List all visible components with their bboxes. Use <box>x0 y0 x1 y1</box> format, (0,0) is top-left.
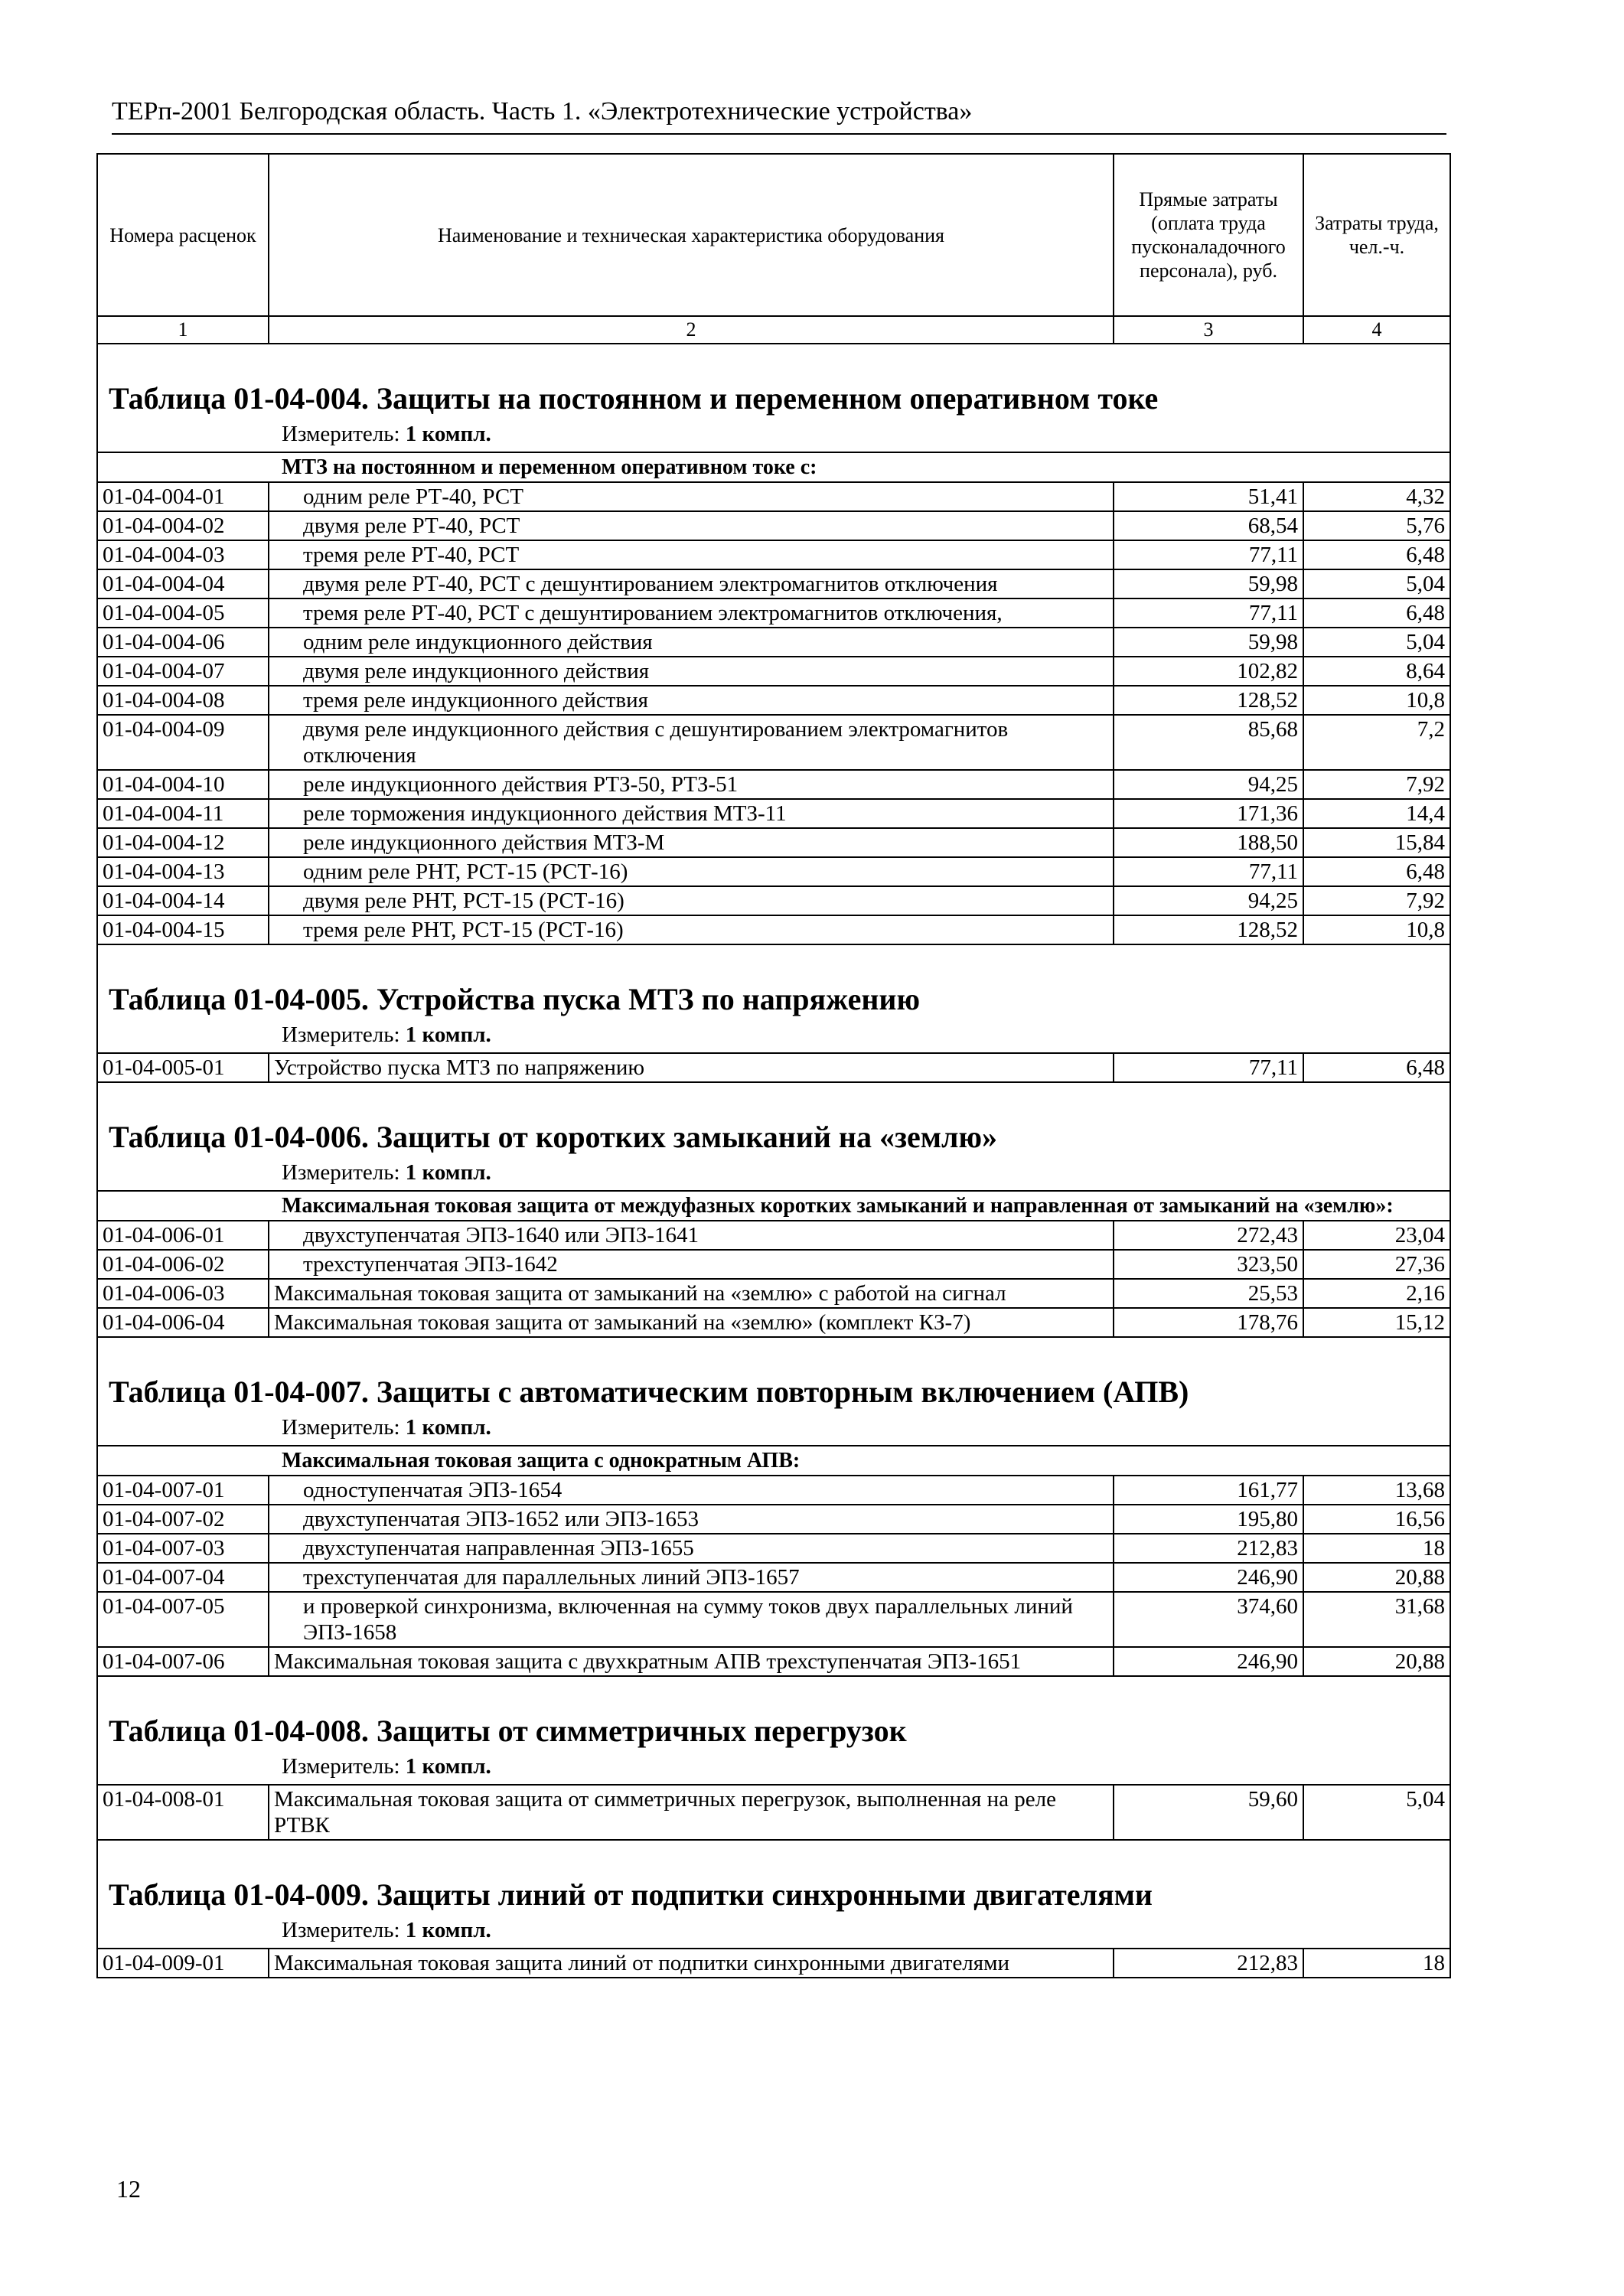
rate-code: 01-04-007-02 <box>97 1505 269 1534</box>
item-name: тремя реле РТ-40, РСТ <box>269 540 1114 569</box>
price-table <box>96 153 1451 1978</box>
direct-cost: 85,68 <box>1114 715 1303 770</box>
table-row <box>97 657 1450 686</box>
table-header-row <box>97 154 1450 316</box>
labor-cost: 5,04 <box>1303 1785 1450 1840</box>
col-header-cost: Прямые затраты (оплата труда пусконаладочного персонала), руб. <box>1114 154 1303 316</box>
meter-cell <box>97 1413 1450 1446</box>
direct-cost: 323,50 <box>1114 1250 1303 1279</box>
item-name: реле индукционного действия МТЗ-М <box>269 828 1114 857</box>
direct-cost: 77,11 <box>1114 598 1303 628</box>
section-title-row <box>97 1082 1450 1158</box>
item-name: двухступенчатая направленная ЭПЗ-1655 <box>269 1534 1114 1563</box>
direct-cost: 94,25 <box>1114 886 1303 915</box>
meter-label: Измеритель: <box>282 1918 400 1942</box>
table-row <box>97 1592 1450 1647</box>
section-title-row <box>97 944 1450 1020</box>
table-row <box>97 828 1450 857</box>
meter-row <box>97 1020 1450 1053</box>
subheading: Максимальная токовая защита с однократным АПВ: <box>97 1446 1450 1476</box>
col-number: 3 <box>1114 316 1303 344</box>
labor-cost: 15,12 <box>1303 1308 1450 1337</box>
table-row <box>97 770 1450 799</box>
meter-label: Измеритель: <box>282 1415 400 1440</box>
rate-code: 01-04-004-13 <box>97 857 269 886</box>
subheading: Максимальная токовая защита от междуфазных коротких замыканий и направленная от замыканий на «землю»: <box>97 1191 1450 1221</box>
direct-cost: 246,90 <box>1114 1647 1303 1676</box>
labor-cost: 5,76 <box>1303 511 1450 540</box>
table-row <box>97 1534 1450 1563</box>
section-title: Таблица 01-04-009. Защиты линий от подпитки синхронными двигателями <box>97 1840 1450 1916</box>
table-row <box>97 540 1450 569</box>
rate-code: 01-04-004-12 <box>97 828 269 857</box>
section-title-row <box>97 1676 1450 1752</box>
item-name: Максимальная токовая защита линий от подпитки синхронными двигателями <box>269 1949 1114 1978</box>
rate-code: 01-04-004-08 <box>97 686 269 715</box>
direct-cost: 246,90 <box>1114 1563 1303 1592</box>
subheading: МТЗ на постоянном и переменном оперативном токе с: <box>97 452 1450 482</box>
rate-code: 01-04-009-01 <box>97 1949 269 1978</box>
rate-code: 01-04-004-07 <box>97 657 269 686</box>
item-name: двумя реле индукционного действия <box>269 657 1114 686</box>
meter-label: Измеритель: <box>282 1754 400 1779</box>
labor-cost: 14,4 <box>1303 799 1450 828</box>
table-row <box>97 1647 1450 1676</box>
col-number: 2 <box>269 316 1114 344</box>
table-row <box>97 1221 1450 1250</box>
direct-cost: 195,80 <box>1114 1505 1303 1534</box>
meter-value: 1 компл. <box>405 1415 491 1440</box>
rate-code: 01-04-004-09 <box>97 715 269 770</box>
labor-cost: 4,32 <box>1303 482 1450 511</box>
rate-code: 01-04-004-05 <box>97 598 269 628</box>
meter-row <box>97 419 1450 452</box>
rate-code: 01-04-007-01 <box>97 1476 269 1505</box>
meter-label: Измеритель: <box>282 1022 400 1047</box>
meter-row <box>97 1916 1450 1949</box>
table-row <box>97 799 1450 828</box>
rate-code: 01-04-008-01 <box>97 1785 269 1840</box>
item-name: двумя реле РТ-40, РСТ <box>269 511 1114 540</box>
item-name: двумя реле индукционного действия с дешунтированием электромагнитов отключения <box>269 715 1114 770</box>
meter-cell <box>97 419 1450 452</box>
meter-row <box>97 1158 1450 1191</box>
item-name: реле индукционного действия РТЗ-50, РТЗ-51 <box>269 770 1114 799</box>
direct-cost: 94,25 <box>1114 770 1303 799</box>
labor-cost: 10,8 <box>1303 915 1450 944</box>
meter-value: 1 компл. <box>405 1022 491 1047</box>
item-name: трехступенчатая для параллельных линий ЭПЗ-1657 <box>269 1563 1114 1592</box>
table-row <box>97 1505 1450 1534</box>
table-row <box>97 686 1450 715</box>
item-name: одним реле РНТ, РСТ-15 (РСТ-16) <box>269 857 1114 886</box>
labor-cost: 7,92 <box>1303 886 1450 915</box>
table-row <box>97 1053 1450 1082</box>
rate-code: 01-04-004-06 <box>97 628 269 657</box>
labor-cost: 5,04 <box>1303 569 1450 598</box>
direct-cost: 171,36 <box>1114 799 1303 828</box>
section-title-row <box>97 344 1450 419</box>
item-name: Максимальная токовая защита от замыканий на «землю» с работой на сигнал <box>269 1279 1114 1308</box>
item-name: одним реле индукционного действия <box>269 628 1114 657</box>
meter-label: Измеритель: <box>282 1160 400 1185</box>
item-name: двумя реле РНТ, РСТ-15 (РСТ-16) <box>269 886 1114 915</box>
direct-cost: 374,60 <box>1114 1592 1303 1647</box>
labor-cost: 16,56 <box>1303 1505 1450 1534</box>
section-title-row <box>97 1840 1450 1916</box>
direct-cost: 59,98 <box>1114 569 1303 598</box>
price-table-container <box>96 153 1450 1978</box>
meter-value: 1 компл. <box>405 1918 491 1942</box>
direct-cost: 128,52 <box>1114 686 1303 715</box>
table-row <box>97 857 1450 886</box>
rate-code: 01-04-004-14 <box>97 886 269 915</box>
meter-cell <box>97 1916 1450 1949</box>
item-name: тремя реле РНТ, РСТ-15 (РСТ-16) <box>269 915 1114 944</box>
rate-code: 01-04-007-03 <box>97 1534 269 1563</box>
item-name: двухступенчатая ЭПЗ-1640 или ЭПЗ-1641 <box>269 1221 1114 1250</box>
table-row <box>97 715 1450 770</box>
labor-cost: 18 <box>1303 1534 1450 1563</box>
subheading-row <box>97 452 1450 482</box>
rate-code: 01-04-006-03 <box>97 1279 269 1308</box>
meter-value: 1 компл. <box>405 1754 491 1779</box>
labor-cost: 6,48 <box>1303 1053 1450 1082</box>
meter-value: 1 компл. <box>405 1160 491 1185</box>
item-name: одним реле РТ-40, РСТ <box>269 482 1114 511</box>
direct-cost: 77,11 <box>1114 540 1303 569</box>
col-number: 4 <box>1303 316 1450 344</box>
direct-cost: 77,11 <box>1114 857 1303 886</box>
labor-cost: 5,04 <box>1303 628 1450 657</box>
item-name: и проверкой синхронизма, включенная на сумму токов двух параллельных линий ЭПЗ-1658 <box>269 1592 1114 1647</box>
section-title: Таблица 01-04-008. Защиты от симметричных перегрузок <box>97 1676 1450 1752</box>
meter-cell <box>97 1158 1450 1191</box>
item-name: двумя реле РТ-40, РСТ с дешунтированием электромагнитов отключения <box>269 569 1114 598</box>
table-row <box>97 1949 1450 1978</box>
rate-code: 01-04-007-05 <box>97 1592 269 1647</box>
item-name: трехступенчатая ЭПЗ-1642 <box>269 1250 1114 1279</box>
document-header: ТЕРп-2001 Белгородская область. Часть 1. «Электротехнические устройства» <box>112 96 1446 135</box>
table-row <box>97 1563 1450 1592</box>
direct-cost: 59,60 <box>1114 1785 1303 1840</box>
rate-code: 01-04-004-10 <box>97 770 269 799</box>
item-name: Максимальная токовая защита с двухкратным АПВ трехступенчатая ЭПЗ-1651 <box>269 1647 1114 1676</box>
labor-cost: 10,8 <box>1303 686 1450 715</box>
rate-code: 01-04-005-01 <box>97 1053 269 1082</box>
labor-cost: 23,04 <box>1303 1221 1450 1250</box>
rate-code: 01-04-004-03 <box>97 540 269 569</box>
direct-cost: 77,11 <box>1114 1053 1303 1082</box>
table-row <box>97 915 1450 944</box>
item-name: реле торможения индукционного действия МТЗ-11 <box>269 799 1114 828</box>
direct-cost: 161,77 <box>1114 1476 1303 1505</box>
page-number: 12 <box>116 2175 141 2203</box>
item-name: двухступенчатая ЭПЗ-1652 или ЭПЗ-1653 <box>269 1505 1114 1534</box>
rate-code: 01-04-004-01 <box>97 482 269 511</box>
subheading-row <box>97 1191 1450 1221</box>
direct-cost: 188,50 <box>1114 828 1303 857</box>
rate-code: 01-04-006-04 <box>97 1308 269 1337</box>
labor-cost: 6,48 <box>1303 598 1450 628</box>
col-number: 1 <box>97 316 269 344</box>
section-title: Таблица 01-04-004. Защиты на постоянном и переменном оперативном токе <box>97 344 1450 419</box>
labor-cost: 20,88 <box>1303 1647 1450 1676</box>
rate-code: 01-04-006-02 <box>97 1250 269 1279</box>
labor-cost: 7,92 <box>1303 770 1450 799</box>
item-name: тремя реле РТ-40, РСТ с дешунтированием электромагнитов отключения, <box>269 598 1114 628</box>
table-row <box>97 1250 1450 1279</box>
col-header-codes: Номера расценок <box>97 154 269 316</box>
meter-value: 1 компл. <box>405 422 491 446</box>
labor-cost: 27,36 <box>1303 1250 1450 1279</box>
item-name: Максимальная токовая защита от симметричных перегрузок, выполненная на реле РТВК <box>269 1785 1114 1840</box>
table-row <box>97 628 1450 657</box>
meter-row <box>97 1413 1450 1446</box>
meter-row <box>97 1752 1450 1785</box>
col-header-name: Наименование и техническая характеристика оборудования <box>269 154 1114 316</box>
table-row <box>97 598 1450 628</box>
rate-code: 01-04-004-11 <box>97 799 269 828</box>
labor-cost: 6,48 <box>1303 540 1450 569</box>
table-row <box>97 511 1450 540</box>
labor-cost: 8,64 <box>1303 657 1450 686</box>
labor-cost: 6,48 <box>1303 857 1450 886</box>
table-row <box>97 482 1450 511</box>
labor-cost: 18 <box>1303 1949 1450 1978</box>
section-title-row <box>97 1337 1450 1413</box>
labor-cost: 13,68 <box>1303 1476 1450 1505</box>
rate-code: 01-04-007-04 <box>97 1563 269 1592</box>
direct-cost: 102,82 <box>1114 657 1303 686</box>
direct-cost: 25,53 <box>1114 1279 1303 1308</box>
direct-cost: 178,76 <box>1114 1308 1303 1337</box>
direct-cost: 212,83 <box>1114 1949 1303 1978</box>
section-title: Таблица 01-04-007. Защиты с автоматическим повторным включением (АПВ) <box>97 1337 1450 1413</box>
labor-cost: 31,68 <box>1303 1592 1450 1647</box>
labor-cost: 15,84 <box>1303 828 1450 857</box>
direct-cost: 128,52 <box>1114 915 1303 944</box>
column-number-row <box>97 316 1450 344</box>
rate-code: 01-04-004-15 <box>97 915 269 944</box>
col-header-labor: Затраты труда, чел.-ч. <box>1303 154 1450 316</box>
table-row <box>97 1279 1450 1308</box>
direct-cost: 68,54 <box>1114 511 1303 540</box>
direct-cost: 272,43 <box>1114 1221 1303 1250</box>
table-row <box>97 1308 1450 1337</box>
meter-label: Измеритель: <box>282 422 400 446</box>
item-name: одноступенчатая ЭПЗ-1654 <box>269 1476 1114 1505</box>
table-row <box>97 886 1450 915</box>
rate-code: 01-04-007-06 <box>97 1647 269 1676</box>
direct-cost: 59,98 <box>1114 628 1303 657</box>
labor-cost: 2,16 <box>1303 1279 1450 1308</box>
table-row <box>97 569 1450 598</box>
item-name: Максимальная токовая защита от замыканий на «землю» (комплект КЗ-7) <box>269 1308 1114 1337</box>
item-name: тремя реле индукционного действия <box>269 686 1114 715</box>
item-name: Устройство пуска МТЗ по напряжению <box>269 1053 1114 1082</box>
rate-code: 01-04-006-01 <box>97 1221 269 1250</box>
table-row <box>97 1785 1450 1840</box>
rate-code: 01-04-004-04 <box>97 569 269 598</box>
meter-cell <box>97 1020 1450 1053</box>
subheading-row <box>97 1446 1450 1476</box>
direct-cost: 51,41 <box>1114 482 1303 511</box>
table-row <box>97 1476 1450 1505</box>
labor-cost: 20,88 <box>1303 1563 1450 1592</box>
meter-cell <box>97 1752 1450 1785</box>
direct-cost: 212,83 <box>1114 1534 1303 1563</box>
rate-code: 01-04-004-02 <box>97 511 269 540</box>
section-title: Таблица 01-04-006. Защиты от коротких замыканий на «землю» <box>97 1082 1450 1158</box>
section-title: Таблица 01-04-005. Устройства пуска МТЗ по напряжению <box>97 944 1450 1020</box>
labor-cost: 7,2 <box>1303 715 1450 770</box>
